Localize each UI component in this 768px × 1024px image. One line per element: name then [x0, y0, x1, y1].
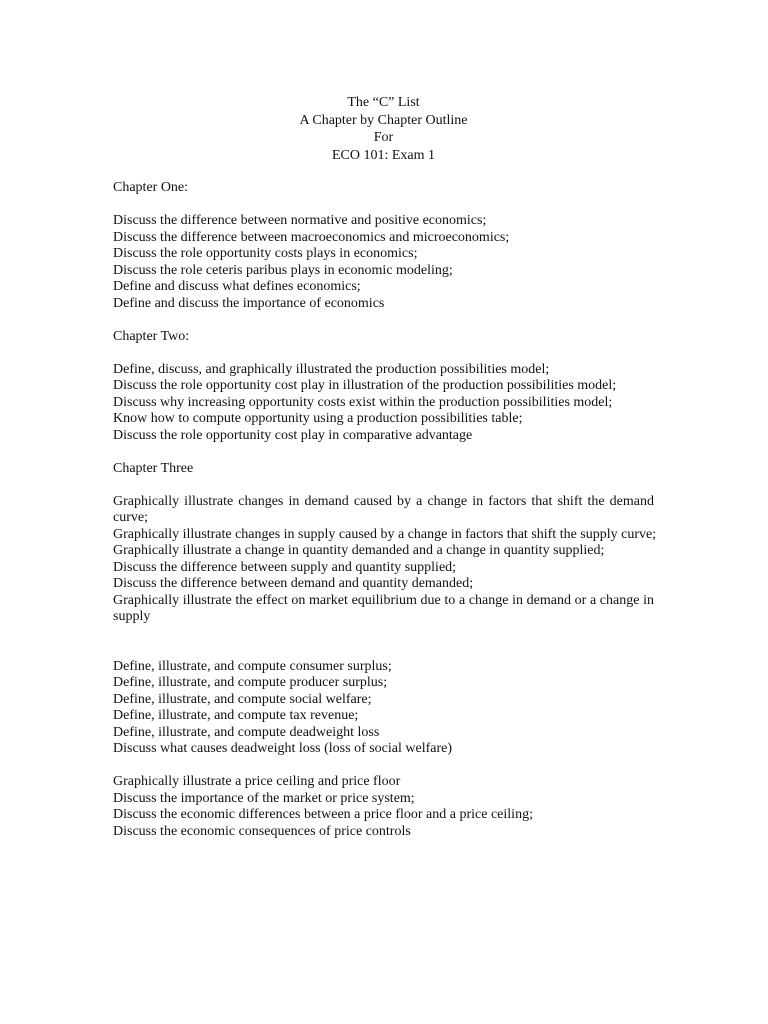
- document-subtitle: A Chapter by Chapter Outline: [299, 112, 468, 128]
- title-for: For: [373, 130, 394, 145]
- list-item: Discuss the economic differences between a price floor and a price ceiling;: [113, 807, 533, 822]
- list-item: Discuss the difference between demand and quantity demanded;: [113, 576, 474, 591]
- list-item: Define, illustrate, and compute consumer surplus;: [113, 658, 392, 674]
- list-item: Discuss the economic consequences of price controls: [113, 823, 411, 839]
- list-item: Define, illustrate, and compute tax revenue;: [113, 708, 359, 723]
- chapter-three-list: [113, 493, 657, 626]
- chapter-three-heading: Chapter Three: [113, 460, 194, 476]
- list-item: Discuss why increasing opportunity costs exist within the production possibilities model;: [113, 394, 613, 410]
- list-item: Discuss what causes deadweight loss (loss of social welfare): [113, 741, 453, 756]
- list-item: Define, illustrate, and compute deadweight loss: [113, 724, 380, 740]
- list-item: Graphically illustrate a change in quantity demanded and a change in quantity supplied;: [113, 543, 605, 558]
- list-item: Define and discuss what defines economics;: [113, 279, 361, 294]
- document-page: [113, 94, 657, 857]
- list-item: Define, discuss, and graphically illustrated the production possibilities model;: [113, 361, 550, 377]
- chapter-two-list: [113, 362, 654, 445]
- list-item: Discuss the role opportunity costs plays in economics;: [113, 246, 418, 261]
- list-item: Graphically illustrate the effect on market equilibrium due to a change in demand or a change in supply: [113, 592, 654, 624]
- list-item: Graphically illustrate changes in demand caused by a change in factors that shift the demand curve;: [113, 493, 654, 525]
- list-item: Define, illustrate, and compute producer surplus;: [113, 675, 388, 690]
- surplus-list: [113, 659, 654, 758]
- list-item: Discuss the difference between macroeconomics and microeconomics;: [113, 229, 510, 245]
- chapter-one-list: [113, 213, 654, 312]
- list-item: Graphically illustrate a price ceiling and price floor: [113, 774, 401, 789]
- list-item: Discuss the role ceteris paribus plays in economic modeling;: [113, 262, 453, 278]
- list-item: Define and discuss the importance of economics: [113, 295, 385, 311]
- list-item: Define, illustrate, and compute social welfare;: [113, 691, 372, 707]
- list-item: Discuss the role opportunity cost play in comparative advantage: [113, 427, 473, 443]
- list-item: Know how to compute opportunity using a production possibilities table;: [113, 411, 523, 426]
- chapter-two-heading: Chapter Two:: [113, 328, 190, 344]
- list-item: Discuss the difference between normative and positive economics;: [113, 213, 487, 228]
- price-controls-list: [113, 774, 654, 840]
- title-block: [113, 94, 654, 164]
- list-item: Discuss the importance of the market or price system;: [113, 790, 415, 806]
- list-item: Discuss the role opportunity cost play in illustration of the production possibilities model;: [113, 378, 617, 393]
- document-title: The “C” List: [347, 95, 420, 110]
- list-item: Discuss the difference between supply and quantity supplied;: [113, 559, 457, 575]
- list-item: Graphically illustrate changes in supply caused by a change in factors that shift the supply curve;: [113, 526, 657, 542]
- chapter-one-heading: Chapter One:: [113, 180, 189, 195]
- course-exam-label: ECO 101: Exam 1: [331, 147, 436, 163]
